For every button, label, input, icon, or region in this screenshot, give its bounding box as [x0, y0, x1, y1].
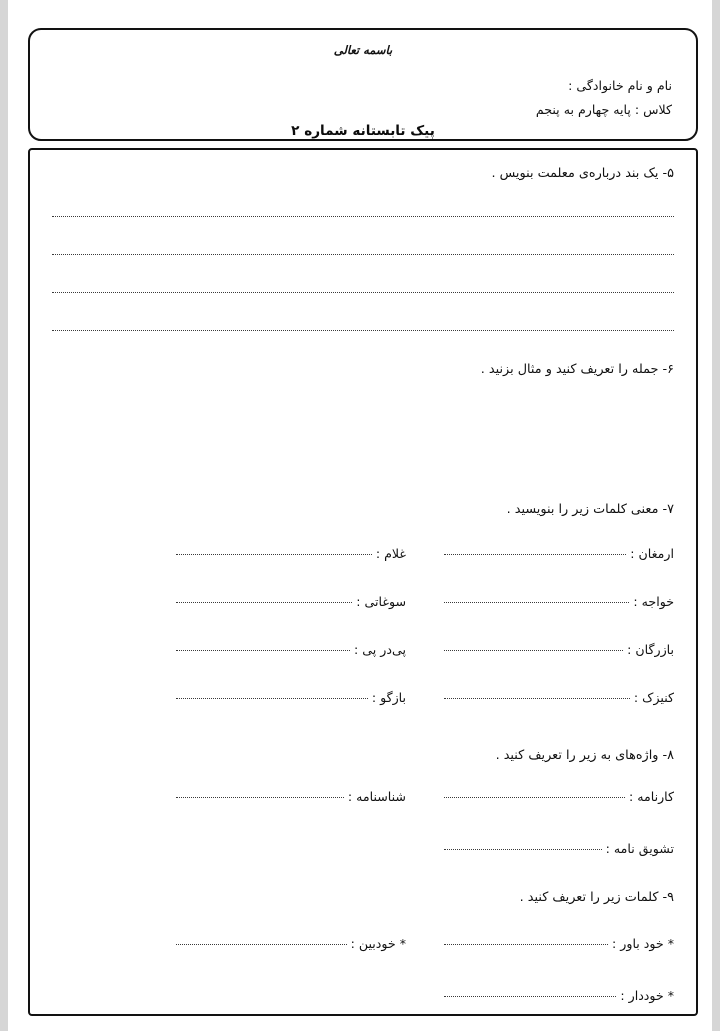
question-5-text: ۵- یک بند درباره‌ی معلمت بنویس .	[491, 166, 674, 181]
colon-separator: :	[371, 690, 377, 705]
q8-row-0-right[interactable]	[444, 789, 674, 804]
colon-separator: :	[630, 546, 635, 561]
q5-answer-line-2[interactable]	[52, 254, 674, 255]
student-name-label: نام و نام خانوادگی :	[568, 78, 672, 93]
colon-separator: :	[620, 988, 625, 1003]
q7-row-3-right-blank[interactable]	[444, 698, 630, 699]
worksheet-page	[8, 0, 712, 1031]
question-7-text: ۷- معنی کلمات زیر را بنویسید .	[506, 502, 674, 517]
colon-separator: :	[354, 642, 359, 657]
colon-separator: :	[605, 841, 610, 856]
q7-row-3-left-blank[interactable]	[176, 698, 368, 699]
q7-row-2-right-label: بازرگان	[635, 642, 674, 657]
colon-separator: :	[350, 936, 355, 951]
q7-row-3-left-label: بازگو	[380, 690, 406, 705]
q9-row-0-left-blank[interactable]	[176, 944, 347, 945]
q7-row-1-right-label: خواجه	[641, 594, 674, 609]
class-label: کلاس : پایه چهارم به پنجم	[535, 102, 672, 117]
q9-row-0-left[interactable]	[176, 936, 406, 951]
q7-row-1-right[interactable]	[444, 594, 674, 609]
question-8-text: ۸- واژه‌های به زیر را تعریف کنید .	[495, 748, 674, 763]
q7-row-1-left-blank[interactable]	[176, 602, 352, 603]
q7-row-0-left-label: غلام	[384, 546, 406, 561]
question-6-text: ۶- جمله را تعریف کنید و مثال بزنید .	[480, 362, 674, 377]
q8-row-0-right-blank[interactable]	[444, 797, 625, 798]
q9-row-0-right-label: * خود باور	[620, 936, 674, 951]
question-9-text: ۹- کلمات زیر را تعریف کنید .	[519, 890, 674, 905]
q7-row-0-right-blank[interactable]	[444, 554, 626, 555]
worksheet-title: پیک تابستانه شماره ۲	[291, 123, 435, 139]
colon-separator: :	[627, 642, 632, 657]
q5-answer-line-4[interactable]	[52, 330, 674, 331]
colon-separator: :	[628, 789, 634, 804]
q7-row-2-right[interactable]	[444, 642, 674, 657]
q8-row-1-right-blank[interactable]	[444, 849, 602, 850]
q7-row-1-right-blank[interactable]	[444, 602, 629, 603]
q7-row-3-right-label: کنیزک	[642, 690, 674, 705]
q7-row-3-right[interactable]	[444, 690, 674, 705]
q7-row-2-left-blank[interactable]	[176, 650, 350, 651]
colon-separator: :	[612, 936, 617, 951]
q9-row-1-right-blank[interactable]	[444, 996, 616, 997]
q7-row-0-left[interactable]	[176, 546, 406, 561]
q8-row-1-right-label: تشویق نامه	[613, 841, 674, 856]
header-box	[28, 28, 698, 141]
worksheet-sheet	[8, 0, 712, 1031]
colon-separator: :	[633, 594, 638, 609]
colon-separator: :	[356, 594, 361, 609]
q8-row-0-left-blank[interactable]	[176, 797, 344, 798]
q7-row-1-left[interactable]	[176, 594, 406, 609]
colon-separator: :	[633, 690, 639, 705]
q9-row-0-left-label: * خودبین	[358, 936, 406, 951]
q7-row-3-left[interactable]	[176, 690, 406, 705]
q7-row-0-right-label: ارمغان	[638, 546, 674, 561]
q8-row-1-right[interactable]	[444, 841, 674, 856]
q7-row-1-left-label: سوغاتی	[364, 594, 406, 609]
body-box	[28, 148, 698, 1016]
colon-separator: :	[375, 546, 381, 561]
q9-row-1-right-label: * خوددار	[628, 988, 674, 1003]
q7-row-0-left-blank[interactable]	[176, 554, 372, 555]
q5-answer-line-1[interactable]	[52, 216, 674, 217]
q9-row-0-right-blank[interactable]	[444, 944, 608, 945]
q9-row-0-right[interactable]	[444, 936, 674, 951]
q9-row-1-right[interactable]	[444, 988, 674, 1003]
q7-row-2-right-blank[interactable]	[444, 650, 623, 651]
q8-row-0-left-label: شناسنامه	[356, 789, 406, 804]
basmala-text: باسمه تعالی	[333, 43, 393, 57]
q7-row-0-right[interactable]	[444, 546, 674, 561]
q7-row-2-left[interactable]	[176, 642, 406, 657]
q7-row-2-left-label: پی‌در پی	[362, 642, 406, 657]
q8-row-0-right-label: کارنامه	[637, 789, 674, 804]
colon-separator: :	[347, 789, 353, 804]
q5-answer-line-3[interactable]	[52, 292, 674, 293]
q8-row-0-left[interactable]	[176, 789, 406, 804]
